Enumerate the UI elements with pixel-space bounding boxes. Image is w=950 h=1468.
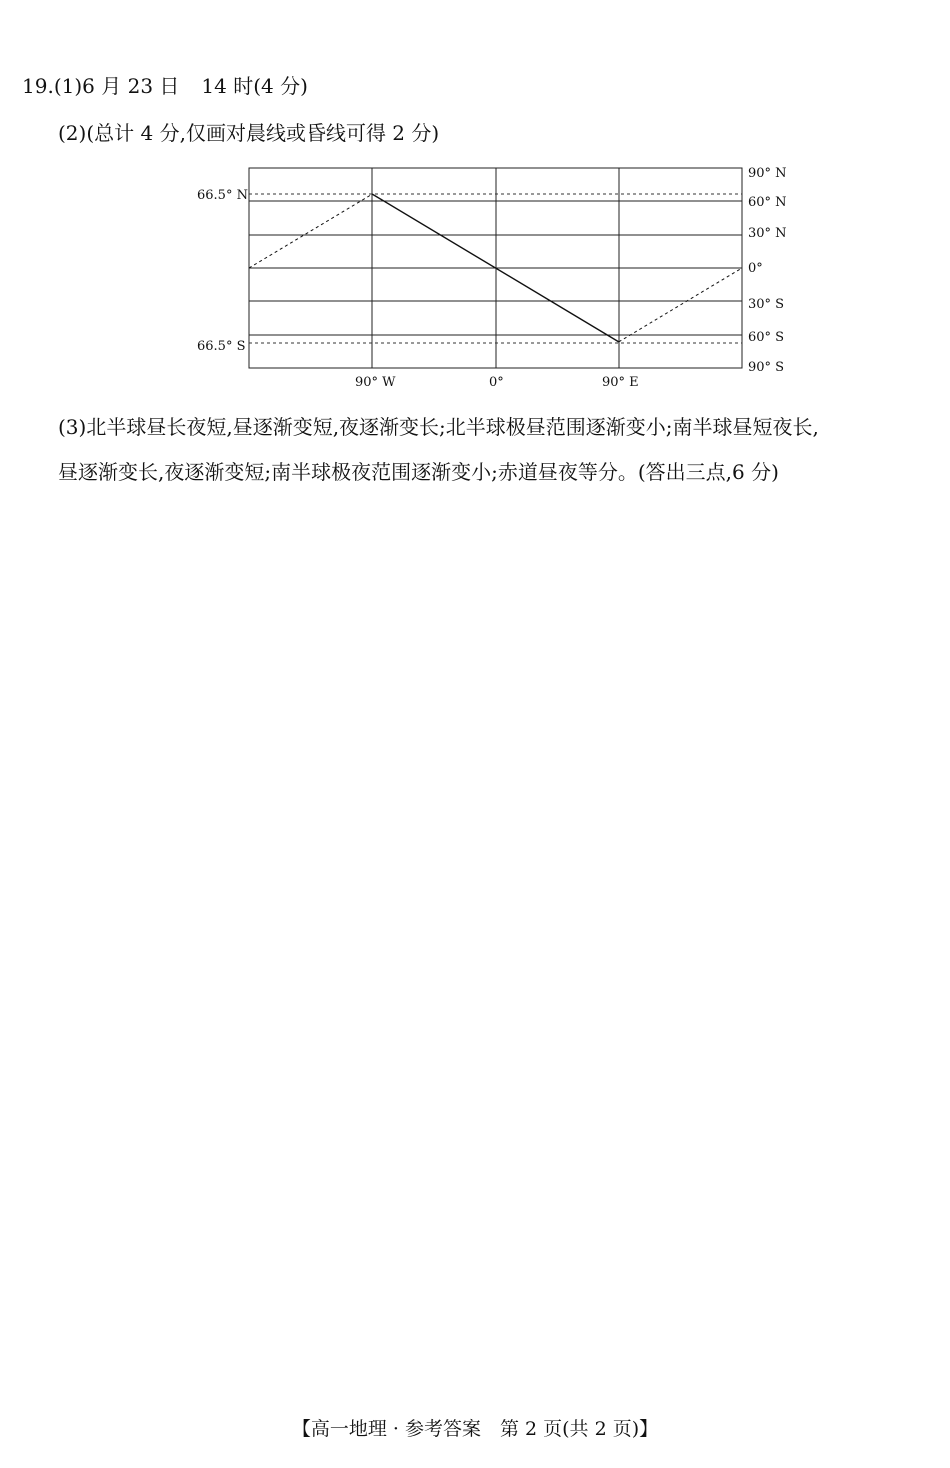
bottom-label-90e: 90° E — [602, 375, 639, 390]
part2-label: (2) — [58, 121, 87, 145]
right-label-equator: 0° — [748, 261, 763, 276]
right-label-90n: 90° N — [748, 166, 787, 181]
question-19-part3-line2 — [58, 456, 779, 485]
question-19-part3-line1 — [58, 411, 819, 440]
part3-label: (3) — [58, 415, 87, 439]
right-label-30s: 30° S — [748, 297, 785, 312]
question-number: 19. — [22, 74, 54, 98]
left-label-66n: 66.5° N — [197, 188, 248, 203]
terminator-diagram — [0, 0, 950, 400]
page-footer: 【高一地理 · 参考答案 第 2 页(共 2 页)】 — [291, 1418, 659, 1440]
part1-time: 14 时 — [201, 74, 254, 98]
bottom-label-90w: 90° W — [355, 375, 396, 390]
part1-label: (1) — [53, 74, 83, 98]
part2-note: (总计 4 分,仅画对晨线或昏线可得 2 分) — [86, 121, 440, 145]
part3-text-1: 北半球昼长夜短,昼逐渐变短,夜逐渐变长;北半球极昼范围逐渐变小;南半球昼短夜长, — [86, 415, 819, 439]
right-label-90s: 90° S — [748, 360, 785, 375]
part3-text-2: 昼逐渐变长,夜逐渐变短;南半球极夜范围逐渐变小;赤道昼夜等分。(答出三点,6 分) — [58, 460, 779, 484]
right-label-30n: 30° N — [748, 226, 787, 241]
part1-score: (4 分) — [253, 74, 308, 98]
part1-date: 6 月 23 日 — [82, 74, 180, 98]
left-label-66s: 66.5° S — [197, 339, 246, 354]
terminator-dashed-line-2 — [619, 268, 742, 342]
right-label-60n: 60° N — [748, 195, 787, 210]
right-label-60s: 60° S — [748, 330, 785, 345]
bottom-label-0: 0° — [489, 375, 504, 390]
terminator-dashed-line-1 — [249, 194, 372, 268]
